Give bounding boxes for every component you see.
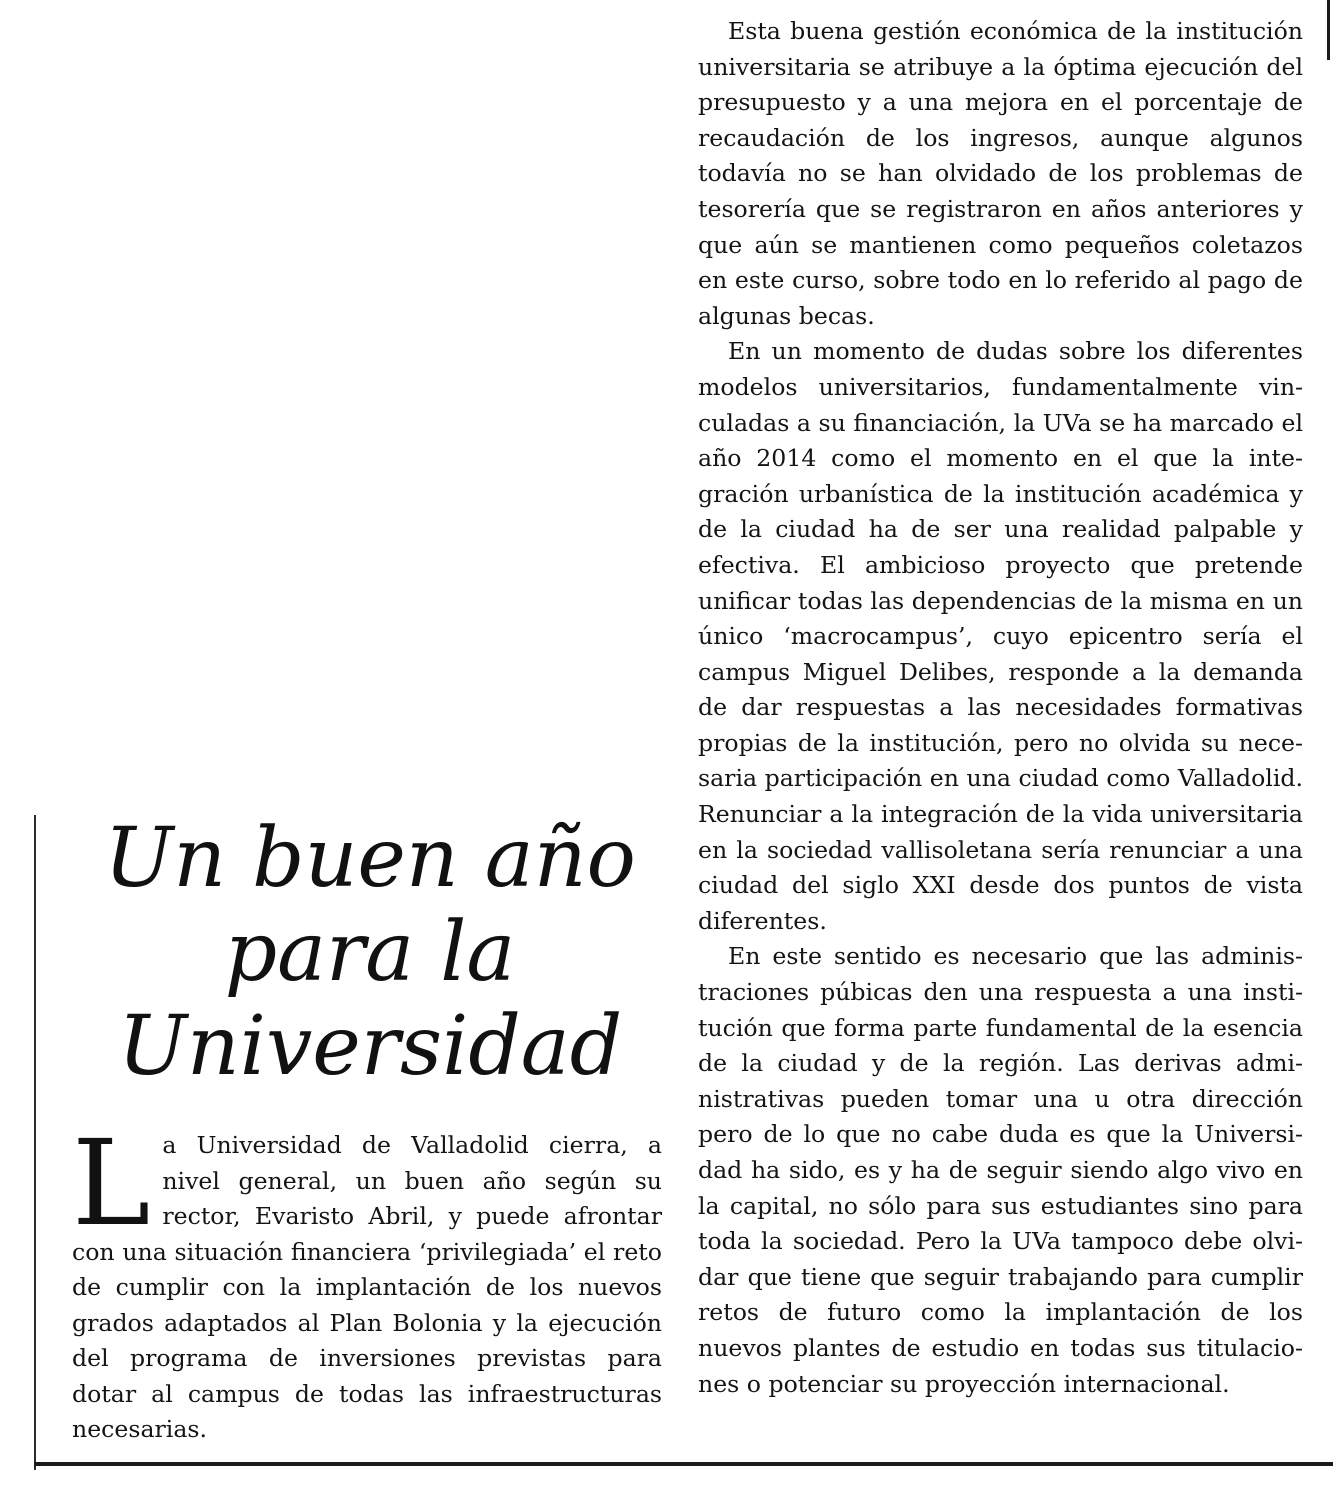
lead-column [72,1114,662,1448]
scan-edge-rule [1327,0,1330,60]
bottom-frame-rule [34,1462,1333,1466]
body-paragraph-2: En un momento de dudas sobre los diferentes modelos universitarios, fundamentalmente vinculadas a su financiación, la UVa se ha marcado el año 2014 como el momento en el que la integración urbanística de la institución académica y de la ciudad ha de ser una realidad palpable y efectiva. El ambicioso proyecto que pretende unificar todas las dependencias de la misma en un único ‘macrocampus’, cuyo epicentro sería el campus Miguel Delibes, responde a la demanda de dar respuestas a las necesidades formativas propias de la institución, pero no olvida su necesaria participación en una ciudad como Valladolid. Renunciar a la integración de la vida universitaria en la sociedad vallisoletana sería renunciar a una ciudad del siglo XXI desde dos puntos de vista diferentes. [698,337,1303,935]
lead-text: a Universidad de Valladolid cierra, a nivel general, un buen año según su rector, Evaristo Abril, y puede afrontar con una situación financiera ‘privilegiada’ el reto de cumplir con la implantación de los nuevos grados adaptados al Plan Bolonia y la ejecución del programa de inversiones previstas para dotar al campus de todas las infraestructuras necesarias. [72,1131,662,1443]
headline [70,812,670,1094]
body-paragraph-3: En este sentido es necesario que las administraciones púbicas den una respuesta a una institución que forma parte fundamental de la esencia de la ciudad y de la región. Las derivas administrativas pueden tomar una u otra dirección pero de lo que no cabe duda es que la Universidad ha sido, es y ha de seguir siendo algo vivo en la capital, no sólo para sus estudiantes sino para toda la sociedad. Pero la UVa tampoco debe olvidar que tiene que seguir trabajando para cumplir retos de futuro como la implantación de los nuevos plantes de estudio en todas sus titulaciones o potenciar su proyección internacional. [698,942,1303,1398]
body-paragraph-1: Esta buena gestión económica de la institución universitaria se atribuye a la óptima ejecución del presupuesto y a una mejora en el porcentaje de recaudación de los ingresos, aunque algunos todavía no se han olvidado de los problemas de tesorería que se registraron en años anteriores y que aún se mantienen como pequeños coletazos en este curso, sobre todo en lo referido al pago de algunas becas. [698,17,1303,330]
left-frame-rule [34,815,36,1470]
drop-cap: L [72,1114,151,1252]
headline-line-2: para la [224,905,516,1000]
headline-line-1: Un buen año [104,811,636,906]
headline-line-3: Universidad [117,999,623,1094]
lead-paragraph [72,1114,662,1448]
right-column [698,14,1303,1402]
